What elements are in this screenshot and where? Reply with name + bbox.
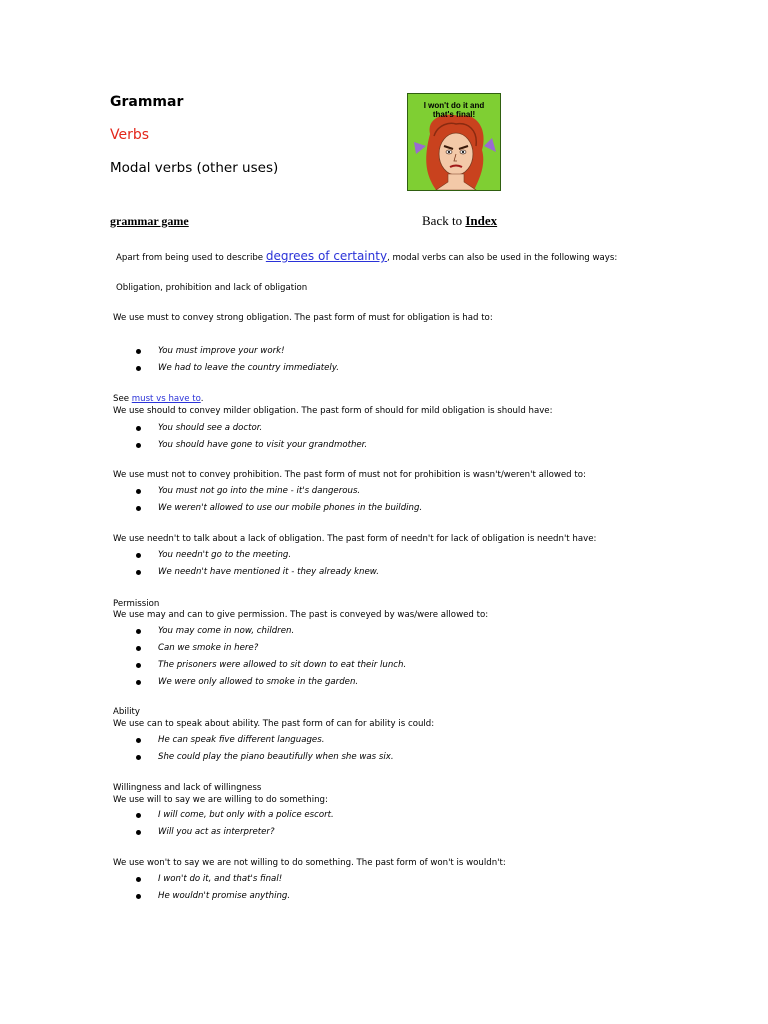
willingness-heading: Willingness and lack of willingness	[113, 783, 262, 793]
intro-paragraph: Apart from being used to describe degrees of certainty, modal verbs can also be used in the following ways:	[116, 249, 618, 263]
bullet-icon	[136, 553, 141, 558]
bullet-icon	[136, 813, 141, 818]
bullet-icon	[136, 349, 141, 354]
cartoon-image	[407, 93, 501, 191]
index-link[interactable]: Index	[465, 213, 498, 228]
bullet-icon	[136, 629, 141, 634]
page-title: Grammar	[110, 94, 184, 110]
must-vs-have-to-link[interactable]: must vs have to	[131, 394, 201, 404]
bullet-icon	[136, 680, 141, 685]
bullet-icon	[136, 830, 141, 835]
ability-heading: Ability	[113, 707, 140, 717]
willingness-paragraph: We use will to say we are willing to do something:	[113, 795, 328, 805]
permission-paragraph: We use may and can to give permission. The past is conveyed by was/were allowed to:	[113, 610, 489, 620]
bullet-icon	[136, 646, 141, 651]
should-paragraph: We use should to convey milder obligation. The past form of should for mild obligation is should have:	[113, 406, 553, 416]
bullet-icon	[136, 877, 141, 882]
bullet-icon	[136, 426, 141, 431]
permission-heading: Permission	[113, 599, 160, 609]
ability-paragraph: We use can to speak about ability. The past form of can for ability is could:	[113, 719, 435, 729]
bullet-icon	[136, 506, 141, 511]
section-title: Verbs	[110, 127, 150, 143]
bullet-icon	[136, 443, 141, 448]
must-paragraph: We use must to convey strong obligation. The past form of must for obligation is had to:	[113, 313, 493, 323]
degrees-of-certainty-link[interactable]: degrees of certainty	[265, 249, 388, 263]
page-subtitle: Modal verbs (other uses)	[110, 160, 279, 176]
cartoon-caption: I won't do it and that's final!	[423, 101, 485, 119]
bullet-icon	[136, 738, 141, 743]
back-to-index	[422, 213, 497, 229]
bullet-icon	[136, 755, 141, 760]
grammar-game-link[interactable]: grammar game	[110, 214, 189, 228]
bullet-icon	[136, 489, 141, 494]
bullet-icon	[136, 663, 141, 668]
must-not-paragraph: We use must not to convey prohibition. The past form of must not for prohibition is wasn't/weren't allowed to:	[113, 470, 586, 480]
bullet-icon	[136, 894, 141, 899]
see-line: See must vs have to.	[113, 394, 204, 404]
neednt-paragraph: We use needn't to talk about a lack of obligation. The past form of needn't for lack of obligation is needn't have:	[113, 534, 597, 544]
bullet-icon	[136, 570, 141, 575]
bullet-icon	[136, 366, 141, 371]
back-to-label: Back to	[422, 213, 463, 228]
wont-paragraph: We use won't to say we are not willing to do something. The past form of won't is wouldn't:	[113, 858, 506, 868]
obligation-heading: Obligation, prohibition and lack of obligation	[116, 283, 308, 293]
